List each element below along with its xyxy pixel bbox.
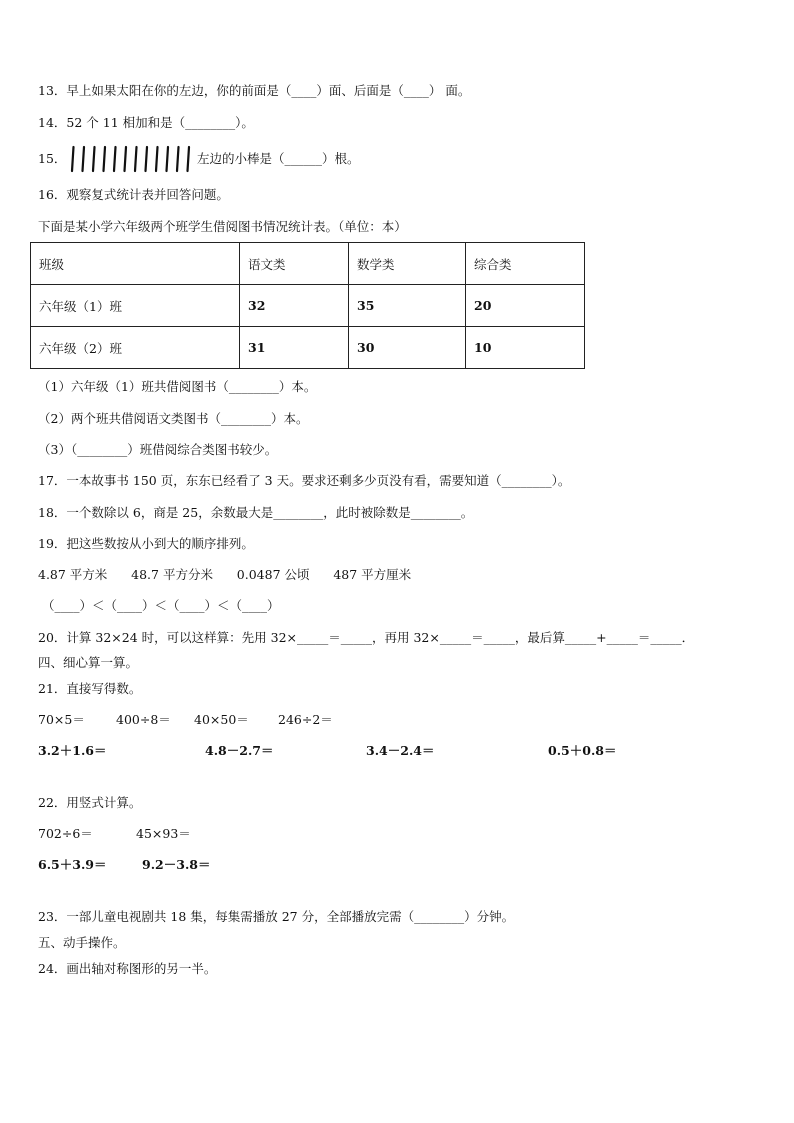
table-header-cell: 语文类 — [240, 243, 349, 285]
calc-item: 400÷8＝ — [116, 712, 171, 727]
question-19-items: 4.87 平方米 48.7 平方分米 0.0487 公顷 487 平方厘米 — [38, 567, 412, 582]
question-16-part-2: （2）两个班共借阅语文类图书（________）本。 — [38, 411, 309, 426]
calc-item: 40×50＝ — [194, 712, 249, 727]
stick — [72, 147, 74, 171]
table-header-row — [31, 243, 585, 285]
question-23: 23．一部儿童电视剧共 18 集，每集需播放 27 分，全部播放完需（________）分钟。 — [38, 909, 515, 924]
question-21: 21．直接写得数。 — [38, 681, 142, 696]
vertical-calc-item: 6.5＋3.9＝ — [38, 857, 107, 872]
question-22: 22．用竖式计算。 — [38, 795, 142, 810]
table-header-cell: 数学类 — [349, 243, 466, 285]
stick — [114, 147, 116, 171]
table-cell: 32 — [240, 285, 349, 327]
table-header-cell: 班级 — [31, 243, 240, 285]
stick — [167, 147, 169, 171]
question-19: 19．把这些数按从小到大的顺序排列。 — [38, 536, 254, 551]
sticks-figure — [68, 145, 196, 173]
stick — [146, 147, 148, 171]
question-19-order: （____）＜（____）＜（____）＜（____） — [42, 598, 280, 613]
calc-item: 4.8－2.7＝ — [205, 743, 274, 758]
calc-item: 246÷2＝ — [278, 712, 333, 727]
stick — [188, 147, 190, 171]
table-intro: 下面是某小学六年级两个班学生借阅图书情况统计表。（单位：本） — [38, 219, 407, 234]
table-header-cell: 综合类 — [466, 243, 585, 285]
table-cell: 10 — [466, 327, 585, 369]
calc-item: 3.2＋1.6＝ — [38, 743, 107, 758]
stick — [177, 147, 179, 171]
table-cell: 35 — [349, 285, 466, 327]
table-cell: 31 — [240, 327, 349, 369]
question-16-part-1: （1）六年级（1）班共借阅图书（________）本。 — [38, 379, 317, 394]
question-15-number: 15． — [38, 151, 67, 166]
question-24: 24．画出轴对称图形的另一半。 — [38, 961, 217, 976]
section-5-heading: 五、动手操作。 — [38, 935, 126, 950]
stick — [83, 147, 85, 171]
table-row — [31, 327, 585, 369]
calc-item: 3.4－2.4＝ — [366, 743, 435, 758]
question-16: 16．观察复式统计表并回答问题。 — [38, 187, 229, 202]
stick — [125, 147, 127, 171]
vertical-calc-item: 9.2－3.8＝ — [142, 857, 211, 872]
table-cell: 六年级（1）班 — [31, 285, 240, 327]
question-13: 13．早上如果太阳在你的左边，你的前面是（____）面、后面是（____） 面。 — [38, 83, 471, 98]
table-cell: 六年级（2）班 — [31, 327, 240, 369]
section-4-heading: 四、细心算一算。 — [38, 655, 139, 670]
stick — [104, 147, 106, 171]
vertical-calc-item: 702÷6＝ — [38, 826, 93, 841]
question-17: 17．一本故事书 150 页，东东已经看了 3 天。要求还剩多少页没有看，需要知道（________）。 — [38, 473, 571, 488]
question-20: 20．计算 32×24 时，可以这样算：先用 32×_____＝_____，再用 32×_____＝_____，最后算_____+_____＝_____． — [38, 630, 695, 645]
stick — [93, 147, 95, 171]
calc-item: 0.5＋0.8＝ — [548, 743, 617, 758]
question-14: 14．52 个 11 相加和是（________）。 — [38, 115, 254, 130]
table-row — [31, 285, 585, 327]
question-15-text: 左边的小棒是（______）根。 — [197, 151, 360, 166]
calc-item: 70×5＝ — [38, 712, 85, 727]
table-cell: 30 — [349, 327, 466, 369]
stick — [135, 147, 137, 171]
stick — [156, 147, 158, 171]
question-18: 18．一个数除以 6，商是 25，余数最大是________，此时被除数是________。 — [38, 505, 474, 520]
statistics-table — [30, 242, 585, 369]
question-16-part-3: （3）（________）班借阅综合类图书较少。 — [38, 442, 278, 457]
vertical-calc-item: 45×93＝ — [136, 826, 191, 841]
table-cell: 20 — [466, 285, 585, 327]
